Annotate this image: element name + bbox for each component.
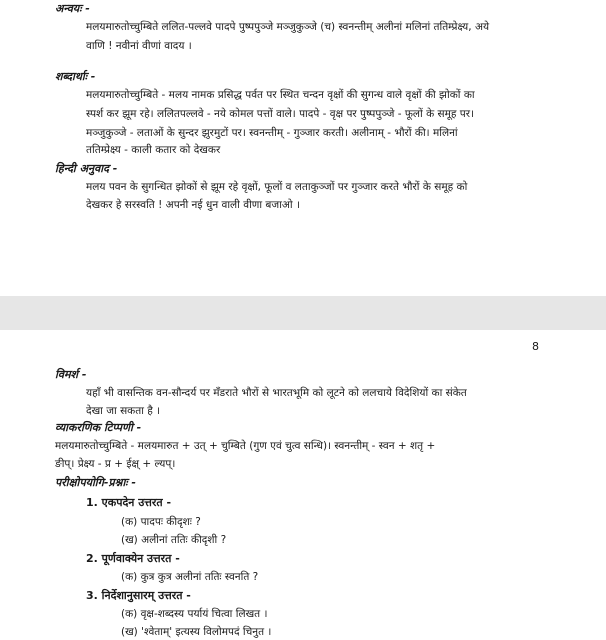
q3-heading: 3. निर्देशानुसारम् उत्तरत - bbox=[86, 589, 191, 602]
page-number: 8 bbox=[532, 340, 539, 353]
q1-item-a: (क) पादपः कीदृशः ? bbox=[121, 516, 201, 528]
anvaya-line-2: वाणि ! नवीनां वीणां वादय । bbox=[86, 40, 192, 52]
vyakaran-line-1: मलयमारुतोच्चुम्बिते - मलयमारुत + उत् + चुम्बिते (गुण एवं चुत्व सन्धि)। स्वनन्तीम् - स्वन + शतृ + bbox=[55, 440, 436, 452]
q2-heading: 2. पूर्णवाक्येन उत्तरत - bbox=[86, 552, 180, 565]
shabdartha-heading: शब्दार्थाः - bbox=[55, 70, 96, 83]
q1-item-b: (ख) अलीनां ततिः कीदृशी ? bbox=[121, 534, 227, 546]
anvaya-line-1: मलयमारुतोच्चुम्बिते ललित-पल्लवे पादपे पुष्पपुञ्जे मञ्जुकुञ्जे (च) स्वनन्तीम् अलीनां मलिनां ततिम्प्रेक्ष्य, अये bbox=[86, 21, 490, 33]
page-separator bbox=[0, 296, 606, 330]
document-page-1 bbox=[0, 0, 606, 296]
vyakaran-heading: व्याकरणिक टिप्पणी - bbox=[55, 421, 142, 434]
shabdartha-line-4: ततिम्प्रेक्ष्य - काली कतार को देखकर bbox=[86, 144, 221, 156]
anuvad-heading: हिन्दी अनुवाद - bbox=[55, 162, 118, 175]
pariksha-heading: परीक्षोपयोगि-प्रश्नाः - bbox=[55, 476, 136, 489]
vimarsh-heading: विमर्श - bbox=[55, 368, 87, 381]
anuvad-line-2: देखकर हे सरस्वति ! अपनी नई धुन वाली वीणा बजाओ । bbox=[86, 199, 300, 211]
shabdartha-line-3: मञ्जुकुञ्जे - लताओं के सुन्दर झुरमुटों पर। स्वनन्तीम् - गुञ्जार करती। अलीनाम् - भौरों की। मलिनां bbox=[86, 127, 458, 139]
document-page-2 bbox=[0, 330, 606, 640]
vyakaran-line-2: ङीप्। प्रेक्ष्य - प्र + ईक्ष् + ल्यप्। bbox=[55, 458, 176, 470]
anuvad-line-1: मलय पवन के सुगन्धित झोकों से झूम रहे वृक्षों, फूलों व लताकुञ्जों पर गुञ्जार करते भौरों के समूह को bbox=[86, 181, 468, 193]
shabdartha-line-2: स्पर्श कर झूम रहे। ललितपल्लवे - नये कोमल पत्तों वाले। पादपे - वृक्ष पर पुष्पपुञ्जे - फूलों के समूह पर। bbox=[86, 108, 475, 120]
shabdartha-line-1: मलयमारुतोच्चुम्बिते - मलय नामक प्रसिद्ध पर्वत पर स्थित चन्दन वृक्षों की सुगन्ध वाले वृक्षों की झोकों का bbox=[86, 89, 475, 101]
q2-item-a: (क) कुत्र कुत्र अलीनां ततिः स्वनति ? bbox=[121, 571, 259, 583]
q3-item-b: (ख) 'श्वेताम्' इत्यस्य विलोमपदं चिनुत । bbox=[121, 626, 272, 638]
vimarsh-line-2: देखा जा सकता है । bbox=[86, 405, 161, 417]
anvaya-heading: अन्वयः - bbox=[55, 2, 90, 15]
q1-heading: 1. एकपदेन उत्तरत - bbox=[86, 496, 172, 509]
vimarsh-line-1: यहाँ भी वासन्तिक वन-सौन्दर्य पर मँडराते भौरों से भारतभूमि को लूटने को ललचाये विदेशियों का संकेत bbox=[86, 387, 467, 399]
q3-item-a: (क) वृक्ष-शब्दस्य पर्यायं चित्वा लिखत । bbox=[121, 608, 268, 620]
